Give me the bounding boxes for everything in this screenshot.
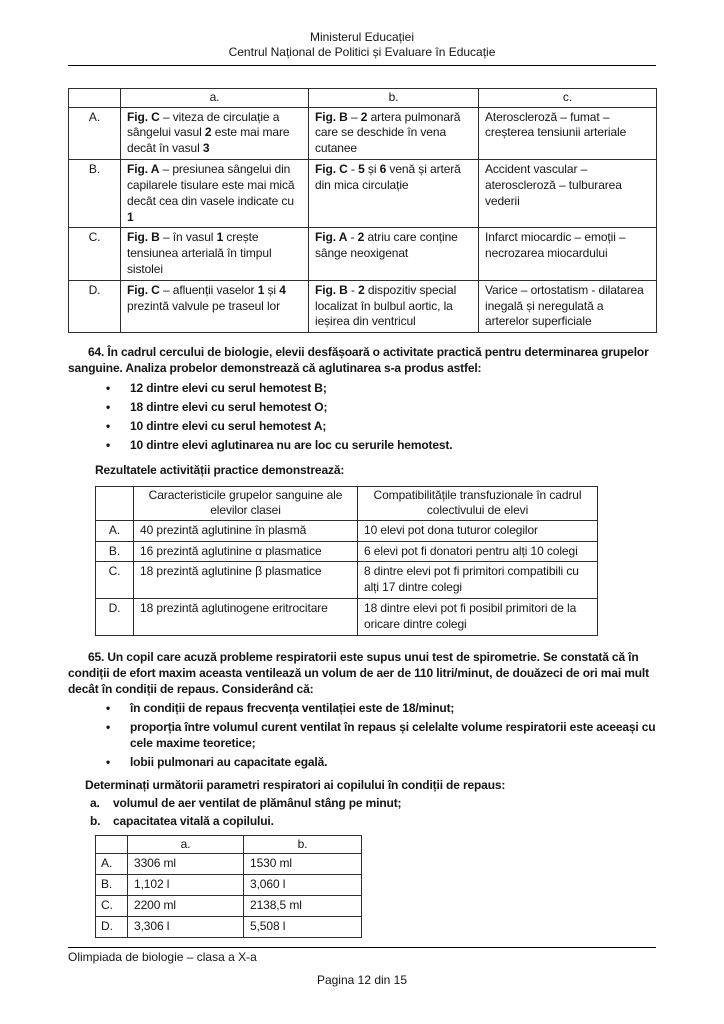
table-row — [96, 916, 362, 937]
option-cell: Fig. B – în vasul 1 crește tensiunea arterială în timpul sistolei — [121, 228, 309, 280]
table-row — [96, 562, 598, 599]
answer-cell: 3306 ml — [128, 854, 244, 875]
ministry-title: Ministerul Educației — [309, 30, 415, 44]
subitem-b — [90, 814, 656, 830]
option-cell: Accident vascular – ateroscleroză – tulburarea vederii — [479, 160, 657, 228]
subitem-a — [90, 796, 656, 812]
table-row — [96, 854, 362, 875]
bullet-item: • 18 dintre elevi cu serul hemotest O; — [68, 400, 656, 416]
option-cell: Fig. B - 2 dispozitiv special localizat în bulbul aortic, la ieșirea din ventricul — [309, 280, 479, 332]
result-cell: 16 prezintă aglutinine α plasmatice — [134, 541, 358, 562]
option-cell: Fig. C - 5 și 6 venă și arteră din mica circulație — [309, 160, 479, 228]
table-row — [96, 896, 362, 917]
answer-cell: 2138,5 ml — [244, 896, 362, 917]
row-label: D. — [96, 916, 128, 937]
row-label: C. — [96, 562, 134, 599]
bullet-item: • proporția între volumul curent ventilat în repaus și celelalte volume respiratorii este aceeași cu cele maxime teoretice; — [68, 720, 656, 751]
option-cell: Fig. B – 2 artera pulmonară care se deschide în vena cutanee — [309, 107, 479, 159]
doc-header — [68, 30, 656, 61]
row-label: B. — [96, 875, 128, 896]
option-cell: Fig. C – afluenții vaselor 1 și 4 prezintă valvule pe traseul lor — [121, 280, 309, 332]
corner-cell — [96, 835, 128, 854]
table-row — [96, 520, 598, 541]
result-cell: 18 prezintă aglutinogene eritrocitare — [134, 599, 358, 636]
row-label: B. — [96, 541, 134, 562]
doc-footer — [68, 947, 656, 987]
answers-header-row — [96, 835, 362, 854]
option-cell: Fig. A - 2 atriu care conține sânge neoxigenat — [309, 228, 479, 280]
answer-cell: 1530 ml — [244, 854, 362, 875]
table-row — [96, 541, 598, 562]
center-title: Centrul Național de Politici și Evaluare în Educație — [228, 45, 496, 60]
footer-page-number: Pagina 12 din 15 — [316, 973, 408, 987]
corner-cell — [96, 486, 134, 520]
result-cell: 40 prezintă aglutinine în plasmă — [134, 520, 358, 541]
header-rule — [68, 65, 656, 66]
subitem-text: capacitatea vitală a copilului. — [113, 813, 274, 828]
option-cell: Fig. C – viteza de circulație a sângelui vasul 2 este mai mare decât în vasul 3 — [121, 107, 309, 159]
option-cell: Varice – ortostatism - dilatarea inegală și neregulată a arterelor superficiale — [479, 280, 657, 332]
bullet-item: • lobii pulmonari au capacitate egală. — [68, 755, 656, 771]
question-64-text: 64. În cadrul cercului de biologie, elevii desfășoară o activitate practică pentru determinarea grupelor sanguine. Analiza probelor demonstrează că aglutinarea s-a produs astfel: — [68, 345, 649, 376]
row-label: B. — [69, 160, 121, 228]
option-cell: Ateroscleroză – fumat – creșterea tensiunii arteriale — [479, 107, 657, 159]
table-row — [69, 107, 657, 159]
result-cell: 18 dintre elevi pot fi posibil primitori de la oricare dintre colegi — [358, 599, 598, 636]
answer-cell: 5,508 l — [244, 916, 362, 937]
option-cell: Infarct miocardic – emoții – necrozarea miocardului — [479, 228, 657, 280]
q64-lead: Rezultatele activității practice demonstrează: — [95, 462, 345, 477]
col-header-a: a. — [121, 88, 309, 107]
row-label: A. — [69, 107, 121, 159]
result-cell: 10 elevi pot dona tuturor colegilor — [358, 520, 598, 541]
q64-bullet-list — [68, 381, 656, 454]
subitem-text: volumul de aer ventilat de plămânul stâng pe minut; — [113, 796, 402, 811]
results-header-row — [96, 486, 598, 520]
col-header-c: c. — [479, 88, 657, 107]
options-header-row — [69, 88, 657, 107]
option-cell: Fig. A – presiunea sângelui din capilarele tisulare este mai mică decât cea din vasele indicate cu 1 — [121, 160, 309, 228]
result-cell: 18 prezintă aglutinine β plasmatice — [134, 562, 358, 599]
answer-cell: 3,060 l — [244, 875, 362, 896]
corner-cell — [69, 88, 121, 107]
row-label: D. — [69, 280, 121, 332]
results-col1-header: Caracteristicile grupelor sanguine ale elevilor clasei — [134, 486, 358, 520]
subitem-marker: b. — [90, 813, 101, 828]
row-label: D. — [96, 599, 134, 636]
row-label: C. — [69, 228, 121, 280]
answer-cell: 3,306 l — [128, 916, 244, 937]
bullet-item: • 12 dintre elevi cu serul hemotest B; — [68, 381, 656, 397]
col-header-b: b. — [309, 88, 479, 107]
subitem-marker: a. — [90, 796, 100, 811]
table-row — [96, 599, 598, 636]
answers-col-a-header: a. — [128, 835, 244, 854]
bullet-item: • în condiții de repaus frecvența ventilației este de 18/minut; — [68, 701, 656, 717]
table-row — [69, 280, 657, 332]
table-row — [69, 160, 657, 228]
q65-bullet-list — [68, 701, 656, 770]
question-65-text: 65. Un copil care acuză probleme respiratorii este supus unui test de spirometrie. Se constată că în condiții de efort maxim aceasta ventilează un volum de aer de 110 litri/minut, de douăzeci de ori mai mult decât în condiții de repaus. Considerând că: — [68, 649, 649, 696]
results-col2-header: Compatibilitățile transfuzionale în cadrul colectivului de elevi — [358, 486, 598, 520]
footer-rule — [68, 947, 656, 948]
answers-col-b-header: b. — [244, 835, 362, 854]
row-label: A. — [96, 854, 128, 875]
result-cell: 8 dintre elevi pot fi primitori compatibili cu alți 17 dintre colegi — [358, 562, 598, 599]
footer-competition-label: Olimpiada de biologie – clasa a X-a — [68, 950, 257, 964]
answer-cell: 1,102 l — [128, 875, 244, 896]
answer-cell: 2200 ml — [128, 896, 244, 917]
q65-determine-text: Determinați următorii parametri respiratori ai copilului în condiții de repaus: — [85, 778, 506, 793]
table-row — [69, 228, 657, 280]
bullet-item: • 10 dintre elevi cu serul hemotest A; — [68, 419, 656, 435]
result-cell: 6 elevi pot fi donatori pentru alți 10 colegi — [358, 541, 598, 562]
answers-table — [95, 835, 362, 938]
row-label: C. — [96, 896, 128, 917]
options-table — [68, 88, 657, 334]
results-table — [95, 486, 598, 636]
table-row — [96, 875, 362, 896]
row-label: A. — [96, 520, 134, 541]
bullet-item: • 10 dintre elevi aglutinarea nu are loc cu serurile hemotest. — [68, 438, 656, 454]
